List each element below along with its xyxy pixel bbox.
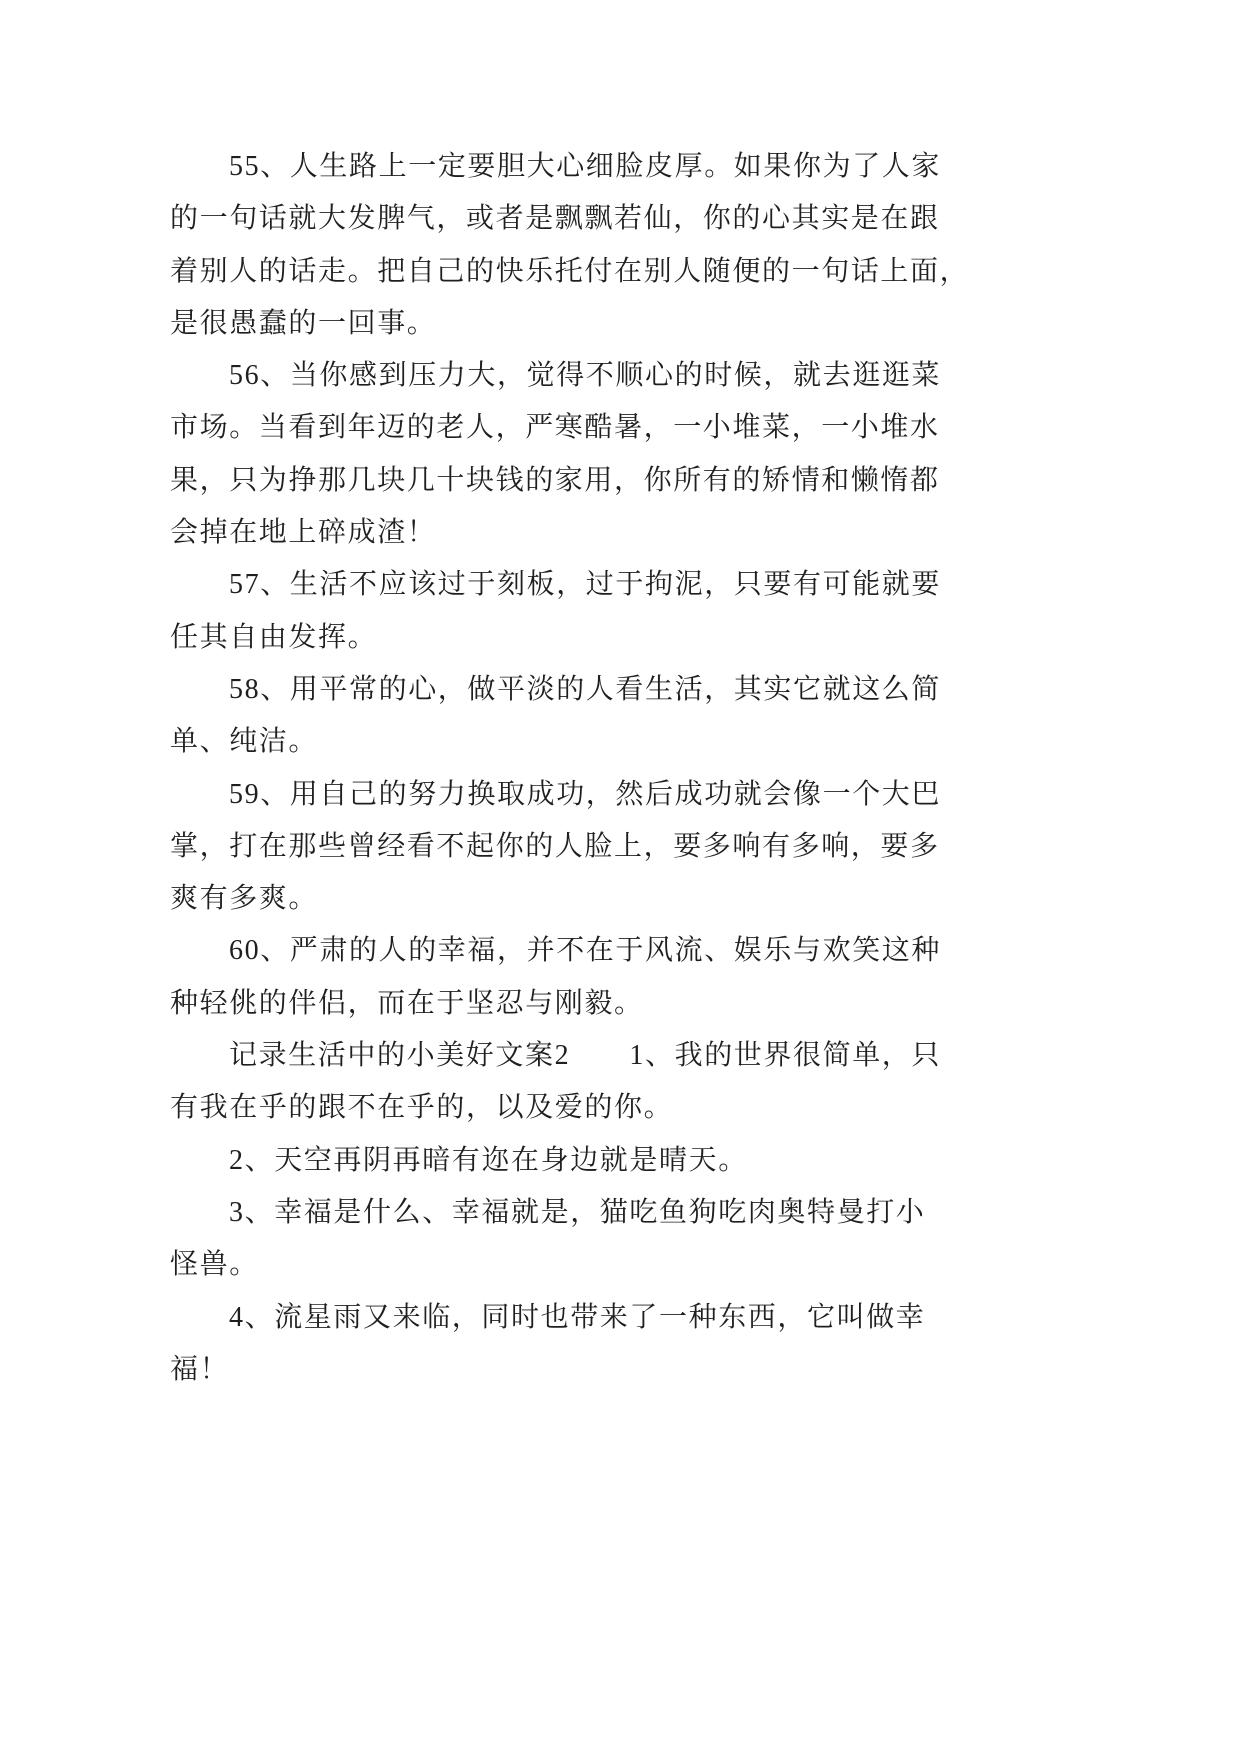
paragraph-56 — [170, 350, 1030, 559]
text-line: 3、幸福是什么、幸福就是，猫吃鱼狗吃肉奥特曼打小 — [229, 1196, 926, 1228]
text-line: 单、纯洁。 — [170, 726, 319, 758]
text-line: 2、天空再阴再暗有迩在身边就是晴天。 — [229, 1144, 748, 1176]
text-line: 的一句话就大发脾气，或者是飘飘若仙，你的心其实是在跟 — [170, 203, 940, 235]
text-line: 58、用平常的心，做平淡的人看生活，其实它就这么简 — [229, 673, 942, 705]
text-line: 爽有多爽。 — [170, 883, 319, 915]
text-line: 59、用自己的努力换取成功，然后成功就会像一个大巴 — [229, 778, 942, 810]
text-line: 任其自由发挥。 — [170, 621, 378, 653]
text-line: 55、人生路上一定要胆大心细脸皮厚。如果你为了人家 — [229, 151, 942, 182]
text-line: 掌，打在那些曾经看不起你的人脸上，要多响有多响，要多 — [170, 830, 940, 862]
text-line: 市场。当看到年迈的老人，严寒酷暑，一小堆菜，一小堆水 — [170, 412, 940, 444]
paragraph-55 — [170, 141, 1030, 350]
paragraph-60 — [170, 925, 1030, 1030]
paragraph-3 — [170, 1187, 1030, 1292]
section-2-intro-paragraph — [170, 1030, 1030, 1135]
text-line: 有我在乎的跟不在乎的，以及爱的你。 — [170, 1092, 674, 1124]
text-line: 60、严肃的人的幸福，并不在于风流、娱乐与欢笑这种 — [229, 935, 942, 967]
text-line: 着别人的话走。把自己的快乐托付在别人随便的一句话上面， — [170, 255, 970, 287]
text-line: 怪兽。 — [170, 1249, 259, 1281]
paragraph-57 — [170, 559, 1030, 664]
text-line: 果，只为挣那几块几十块钱的家用，你所有的矫情和懒惰都 — [170, 464, 940, 496]
paragraph-4 — [170, 1292, 1030, 1397]
text-line: 是很愚蠢的一回事。 — [170, 307, 437, 339]
text-line: 4、流星雨又来临，同时也带来了一种东西，它叫做幸 — [229, 1301, 926, 1333]
text-line: 记录生活中的小美好文案2 1、我的世界很简单，只 — [229, 1040, 942, 1072]
text-line: 种轻佻的伴侣，而在于坚忍与刚毅。 — [170, 987, 644, 1019]
text-line: 57、生活不应该过于刻板，过于拘泥，只要有可能就要 — [229, 569, 942, 601]
paragraph-2 — [170, 1135, 1030, 1187]
text-line: 会掉在地上碎成渣！ — [170, 517, 437, 549]
text-line: 56、当你感到压力大，觉得不顺心的时候，就去逛逛菜 — [229, 360, 942, 392]
text-line: 福！ — [170, 1353, 230, 1385]
document-body — [170, 141, 1030, 1396]
paragraph-58 — [170, 664, 1030, 769]
paragraph-59 — [170, 769, 1030, 926]
